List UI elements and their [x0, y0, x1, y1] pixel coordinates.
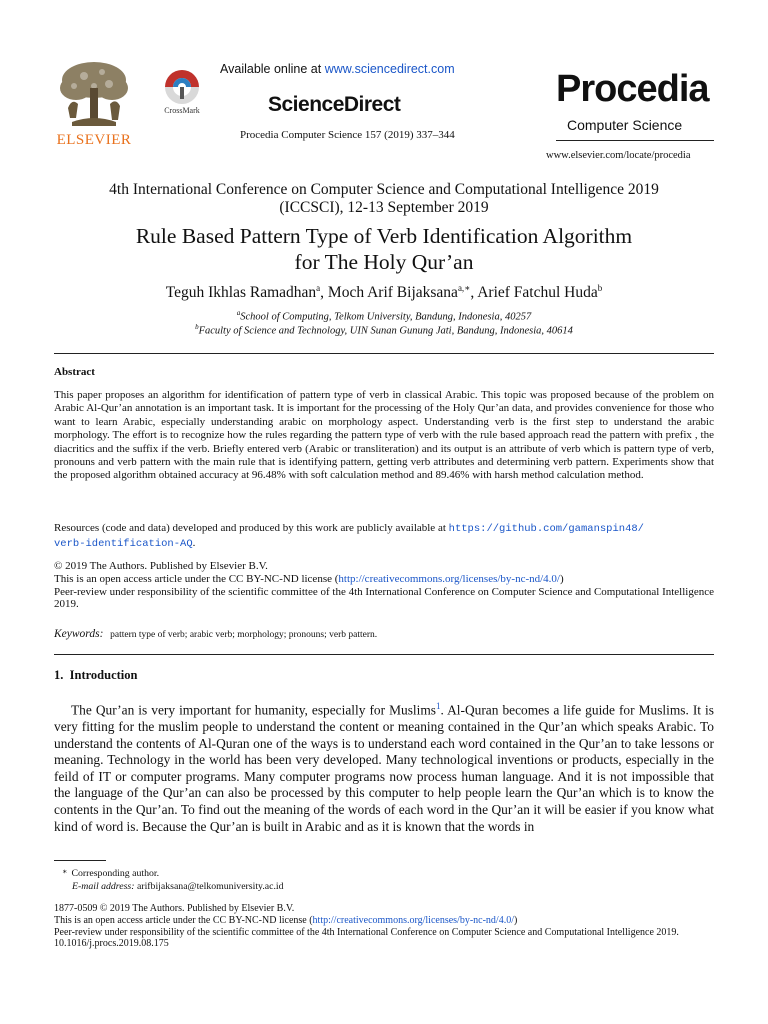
keywords [54, 628, 377, 640]
elsevier-logo [54, 58, 134, 148]
issn-line: 1877-0509 © 2019 The Authors. Published by Elsevier B.V. [54, 903, 295, 914]
footer-cc-license-link[interactable]: http://creativecommons.org/licenses/by-nc-nd/4.0/ [312, 914, 514, 926]
email-address[interactable]: arifbijaksana@telkomuniversity.ac.id [136, 880, 284, 892]
corresponding-author: ∗ Corresponding author. [62, 867, 160, 879]
divider-bottom [54, 654, 714, 655]
paper-title-line-2: for The Holy Qur’an [294, 250, 474, 274]
footnote-ref-1[interactable]: 1 [435, 701, 441, 711]
footnote-rule [54, 860, 106, 861]
elsevier-tree-icon [54, 58, 134, 132]
conference-line-1: 4th International Conference on Computer Science and Computational Intelligence 2019 [109, 181, 659, 198]
affiliation-a: $^a$School of Computing, Telkom University, Bandung, Indonesia, 40257 [236, 309, 532, 323]
conference-line-2: (ICCSCI), 12-13 September 2019 [279, 199, 489, 216]
procedia-wordmark: Procedia [556, 68, 709, 110]
sciencedirect-link[interactable]: www.sciencedirect.com [324, 62, 455, 76]
paper-title-line-1: Rule Based Pattern Type of Verb Identification Algorithm [135, 224, 633, 248]
locate-url[interactable]: www.elsevier.com/locate/procedia [546, 150, 691, 161]
email-line: E-mail address: arifbijaksana@telkomuniversity.ac.id [72, 880, 284, 892]
footer [54, 903, 716, 950]
abstract-body: This paper proposes an algorithm for identification of pattern type of verb in classical Arabic. This topic was proposed because of the problem on Arabic Al-Qur’an annotation is an important task. It is important for the processing of the Holy Qur’an data, and provides convenience for those who want to learn Arabic, especially understanding arabic on morphology aspect. Understanding verb is the first step to understand the arabic morphology. The effort is to recognize how the rules regarding the pattern type of verb with the rule based approach read the pattern with prefix , the diacritics and the suffix if the verb. Briefly entered verb (Arabic or transliteration) and its output is an attribute of verb which is pattern type of verb, pronouns and verb pattern with the main rule that is identifying pattern, getting verb attributes and determining verb pattern. Experiments show that the proposed algorithm obtained accuracy at 96.48% with soft calculation method and 89.46% with harsh method calculation method. [54, 389, 714, 482]
open-access-line: This is an open access article under the CC BY-NC-ND license (http://creativecommons.org/licenses/by-nc-nd/4.0/) [54, 572, 564, 585]
procedia-logo-rule [556, 140, 714, 141]
computer-science-label: Computer Science [567, 117, 683, 133]
introduction-heading: 1. Introduction [54, 668, 138, 682]
introduction-paragraph: The Qur’an is very important for humanity, especially for Muslims$^1$. Al-Quran becomes a life guide for Muslims. It is very fitting for the muslim people to understand the content or meaning contained in the Qur’an which speaks Arabic. To understand the contents of Al-Quran one of the ways is to understand each word contained in the Qur’an to take lessons or meaning. Technology in the world has been very developed. Many technological inventions or products, especially in the feild of IT or computer programs. Many computer programs now process human language. And it is not impossible that the language of the Qur’an can also be processed by this computer to help people learn the Qur’an which is to know the contents in the Qur’an. To find out the meaning of the words of each word in the Qur’an it will be easier if you know what kind of word is. Because the Qur’an is built in Arabic and as it is known that the words in [54, 701, 714, 834]
available-online: Available online at www.sciencedirect.com [220, 62, 455, 76]
divider-top [54, 353, 714, 354]
author-list [0, 283, 768, 302]
footer-peer-review: Peer-review under responsibility of the scientific committee of the 4th International Conference on Computer Science and Computational Intelligence 2019. [54, 926, 679, 938]
affiliation-b: $^b$Faculty of Science and Technology, UIN Sunan Gunung Jati, Bandung, Indonesia, 40614 [195, 323, 573, 337]
crossmark-logo[interactable]: CrossMark [158, 68, 206, 120]
license-block [54, 560, 724, 611]
footnote [62, 866, 284, 893]
abstract-heading: Abstract [54, 366, 95, 378]
cc-license-link[interactable]: http://creativecommons.org/licenses/by-nc-nd/4.0/ [338, 572, 560, 585]
github-link[interactable]: https://github.com/gamanspin48/ [448, 523, 644, 535]
author-2: Moch Arif Bijaksana$^{a,∗}$, [327, 283, 478, 302]
journal-reference: Procedia Computer Science 157 (2019) 337–344 [240, 129, 455, 141]
doi[interactable]: 10.1016/j.procs.2019.08.175 [54, 938, 169, 950]
footer-open-access: This is an open access article under the CC BY-NC-ND license (http://creativecommons.org/licenses/by-nc-nd/4.0/) [54, 914, 518, 926]
copyright-line: © 2019 The Authors. Published by Elsevier B.V. [54, 560, 268, 572]
author-3: Arief Fatchul Huda$^b$ [477, 283, 603, 302]
keywords-text: pattern type of verb; arabic verb; morphology; pronouns; verb pattern. [110, 630, 378, 640]
resources-statement: Resources (code and data) developed and produced by this work are publicly available at https://github.com/gamanspin48/ verb-identification-AQ. [54, 522, 644, 550]
github-link-continued[interactable]: verb-identification-AQ [54, 538, 193, 550]
peer-review-line: Peer-review under responsibility of the scientific committee of the 4th International Conference on Computer Science and Computational Intelligence 2019. [54, 585, 714, 611]
crossmark-icon [158, 68, 206, 108]
keywords-label: Keywords: [54, 628, 104, 640]
elsevier-wordmark: ELSEVIER [56, 132, 132, 148]
author-1: Teguh Ikhlas Ramadhan$^a$, [165, 283, 328, 302]
sciencedirect-wordmark: ScienceDirect [268, 93, 401, 116]
